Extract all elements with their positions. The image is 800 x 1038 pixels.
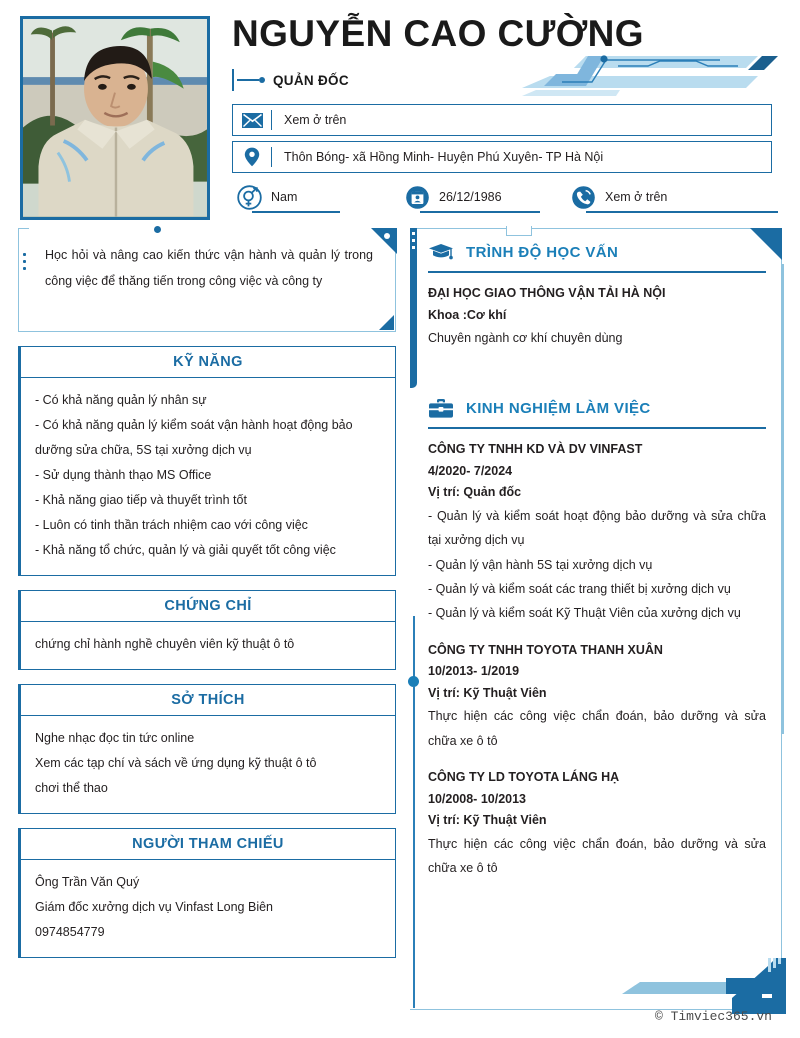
spacer (428, 626, 766, 640)
gender-underline (252, 211, 340, 213)
graduation-cap-icon (428, 240, 458, 264)
education-faculty: Khoa :Cơ khí (428, 307, 507, 322)
phone-glyph (571, 185, 596, 210)
phone-field[interactable] (570, 180, 667, 214)
birthdate-underline (420, 211, 540, 213)
experience-duty: - Quản lý vận hành 5S tại xưởng dịch vụ (428, 557, 653, 572)
corner-dot-decoration (384, 233, 390, 239)
briefcase-glyph (428, 398, 454, 419)
spacer (428, 753, 766, 767)
certificates-section (18, 590, 396, 670)
right-column (410, 228, 782, 1010)
candidate-name-wrap (232, 14, 780, 55)
birthdate-field[interactable] (404, 180, 502, 214)
experience-duty: - Quản lý và kiểm soát Kỹ Thuật Viên của xưởng dịch vụ (428, 606, 741, 621)
location-pin-icon (233, 142, 271, 172)
references-title: NGƯỜI THAM CHIẾU (132, 836, 284, 852)
skills-title: KỸ NĂNG (173, 354, 243, 370)
certificate-item: chứng chỉ hành nghề chuyên viên kỹ thuật ô tô (35, 637, 295, 651)
career-objective-text: Học hỏi và nâng cao kiến thức vận hành và quản lý trong công việc để thăng tiến trong công việc và công ty (45, 248, 373, 288)
hobbies-section (18, 684, 396, 814)
panel-timeline-line (413, 616, 415, 678)
experience-period: 10/2008- 10/2013 (428, 791, 527, 806)
experience-position: Vị trí: Quản đốc (428, 485, 522, 500)
education-major: Chuyên ngành cơ khí chuyên dùng (428, 331, 623, 345)
role-line-icon (237, 79, 259, 81)
phone-icon (570, 184, 596, 210)
education-title: TRÌNH ĐỘ HỌC VẤN (466, 243, 619, 261)
hobbies-title: SỞ THÍCH (171, 692, 245, 708)
references-section (18, 828, 396, 958)
experience-duty: Thực hiện các công việc chẩn đoán, bảo dưỡng và sửa chữa xe ô tô (428, 709, 766, 748)
experience-item (428, 439, 766, 625)
hobby-item: Xem các tạp chí và sách về ứng dụng kỹ thuật ô tô (35, 756, 317, 770)
experience-position: Vị trí: Kỹ Thuật Viên (428, 685, 547, 700)
contact-address-value: Thôn Bóng- xã Hồng Minh- Huyện Phú Xuyên- TP Hà Nội (284, 150, 604, 164)
profile-photo (20, 16, 210, 220)
corner-triangle-bottom-right (379, 315, 394, 330)
experience-period: 4/2020- 7/2024 (428, 463, 513, 478)
experience-header (428, 384, 766, 429)
briefcase-icon (428, 396, 458, 420)
references-header (18, 828, 396, 860)
contact-mini-row (236, 180, 781, 214)
experience-title: KINH NGHIỆM LÀM VIỆC (466, 399, 651, 417)
skills-header (18, 346, 396, 378)
gender-value: Nam (271, 190, 298, 204)
birthdate-value: 26/12/1986 (439, 190, 502, 204)
certificates-header (18, 590, 396, 622)
contact-email-value: Xem ở trên (284, 113, 347, 127)
experience-company: CÔNG TY LD TOYOTA LÁNG HẠ (428, 770, 620, 784)
gender-glyph (237, 185, 262, 210)
hobbies-header (18, 684, 396, 716)
left-column (18, 228, 396, 972)
role-dot-icon (259, 77, 265, 83)
card-dot-decoration (154, 226, 161, 233)
career-objective-card (18, 228, 396, 332)
calendar-glyph (405, 185, 430, 210)
hobby-item: Nghe nhạc đọc tin tức online (35, 731, 195, 745)
reference-item: 0974854779 (35, 925, 105, 939)
right-column-content (428, 228, 766, 880)
cv-header (0, 0, 800, 222)
certificates-title: CHỨNG CHỈ (164, 598, 252, 614)
job-title-row (232, 68, 349, 92)
skill-item: - Khả năng tổ chức, quản lý và giải quyết tốt công việc (35, 543, 336, 557)
experience-period: 10/2013- 1/2019 (428, 664, 520, 679)
education-school: ĐẠI HỌC GIAO THÔNG VẬN TẢI HÀ NỘI (428, 286, 666, 300)
panel-timeline-line-lower (413, 686, 415, 1008)
calendar-icon (404, 184, 430, 210)
experience-company: CÔNG TY TNHH TOYOTA THANH XUÂN (428, 642, 663, 657)
photo-illustration (23, 19, 207, 217)
skills-body (18, 378, 396, 576)
skill-item: - Khả năng giao tiếp và thuyết trình tốt (35, 493, 247, 507)
skill-item: - Có khả năng quản lý kiểm soát vận hành hoạt động bảo dưỡng sửa chữa, 5S tại xưởng dịch vụ (35, 418, 353, 457)
job-title: QUẢN ĐỐC (273, 72, 349, 88)
footer-watermark: © Timviec365.vn (654, 1009, 772, 1024)
phone-value: Xem ở trên (605, 190, 668, 204)
panel-right-accent (782, 264, 784, 734)
skills-section (18, 346, 396, 576)
hobbies-body (18, 716, 396, 814)
skill-item: - Sử dụng thành thạo MS Office (35, 468, 212, 482)
footer-decoration (622, 978, 782, 998)
card-tick-decoration (23, 253, 26, 274)
experience-company: CÔNG TY TNHH KD VÀ DV VINFAST (428, 442, 643, 457)
corner-triangle-top-right (371, 228, 397, 254)
experience-position: Vị trí: Kỹ Thuật Viên (428, 813, 547, 827)
role-bracket-icon (232, 69, 234, 91)
phone-underline (586, 211, 778, 213)
card-notch-decoration (29, 228, 375, 240)
spacer (428, 350, 766, 384)
gender-field[interactable] (236, 180, 297, 214)
experience-duty: Thực hiện các công việc chẩn đoán, bảo dưỡng và sửa chữa xe ô tô (428, 836, 766, 875)
certificates-body (18, 622, 396, 670)
skill-item: - Luôn có tinh thần trách nhiệm cao với công việc (35, 518, 308, 532)
candidate-name: NGUYỄN CAO CƯỜNG (232, 13, 644, 54)
reference-item: Ông Trần Văn Quý (35, 875, 140, 889)
reference-item: Giám đốc xưởng dịch vụ Vinfast Long Biên (35, 900, 273, 914)
graduation-cap-glyph (428, 242, 454, 262)
envelope-icon (233, 105, 271, 135)
header-circuit-decoration (500, 52, 782, 102)
education-header (428, 228, 766, 273)
accent-dots-decoration (412, 232, 415, 253)
references-body (18, 860, 396, 958)
experience-duty: - Quản lý và kiểm soát các trang thiết bị xưởng dịch vụ (428, 582, 731, 596)
experience-item (428, 767, 766, 880)
contact-email-row[interactable] (232, 104, 772, 136)
experience-item (428, 640, 766, 753)
hobby-item: chơi thể thao (35, 781, 108, 795)
envelope-glyph (242, 113, 263, 128)
location-pin-glyph (244, 147, 260, 167)
experience-duty: - Quản lý và kiểm soát hoạt động bảo dưỡng và sửa chữa tại xưởng dịch vụ (428, 508, 766, 548)
skill-item: - Có khả năng quản lý nhân sự (35, 393, 207, 407)
contact-address-row[interactable] (232, 141, 772, 173)
panel-left-accent (410, 228, 417, 388)
gender-icon (236, 184, 262, 210)
